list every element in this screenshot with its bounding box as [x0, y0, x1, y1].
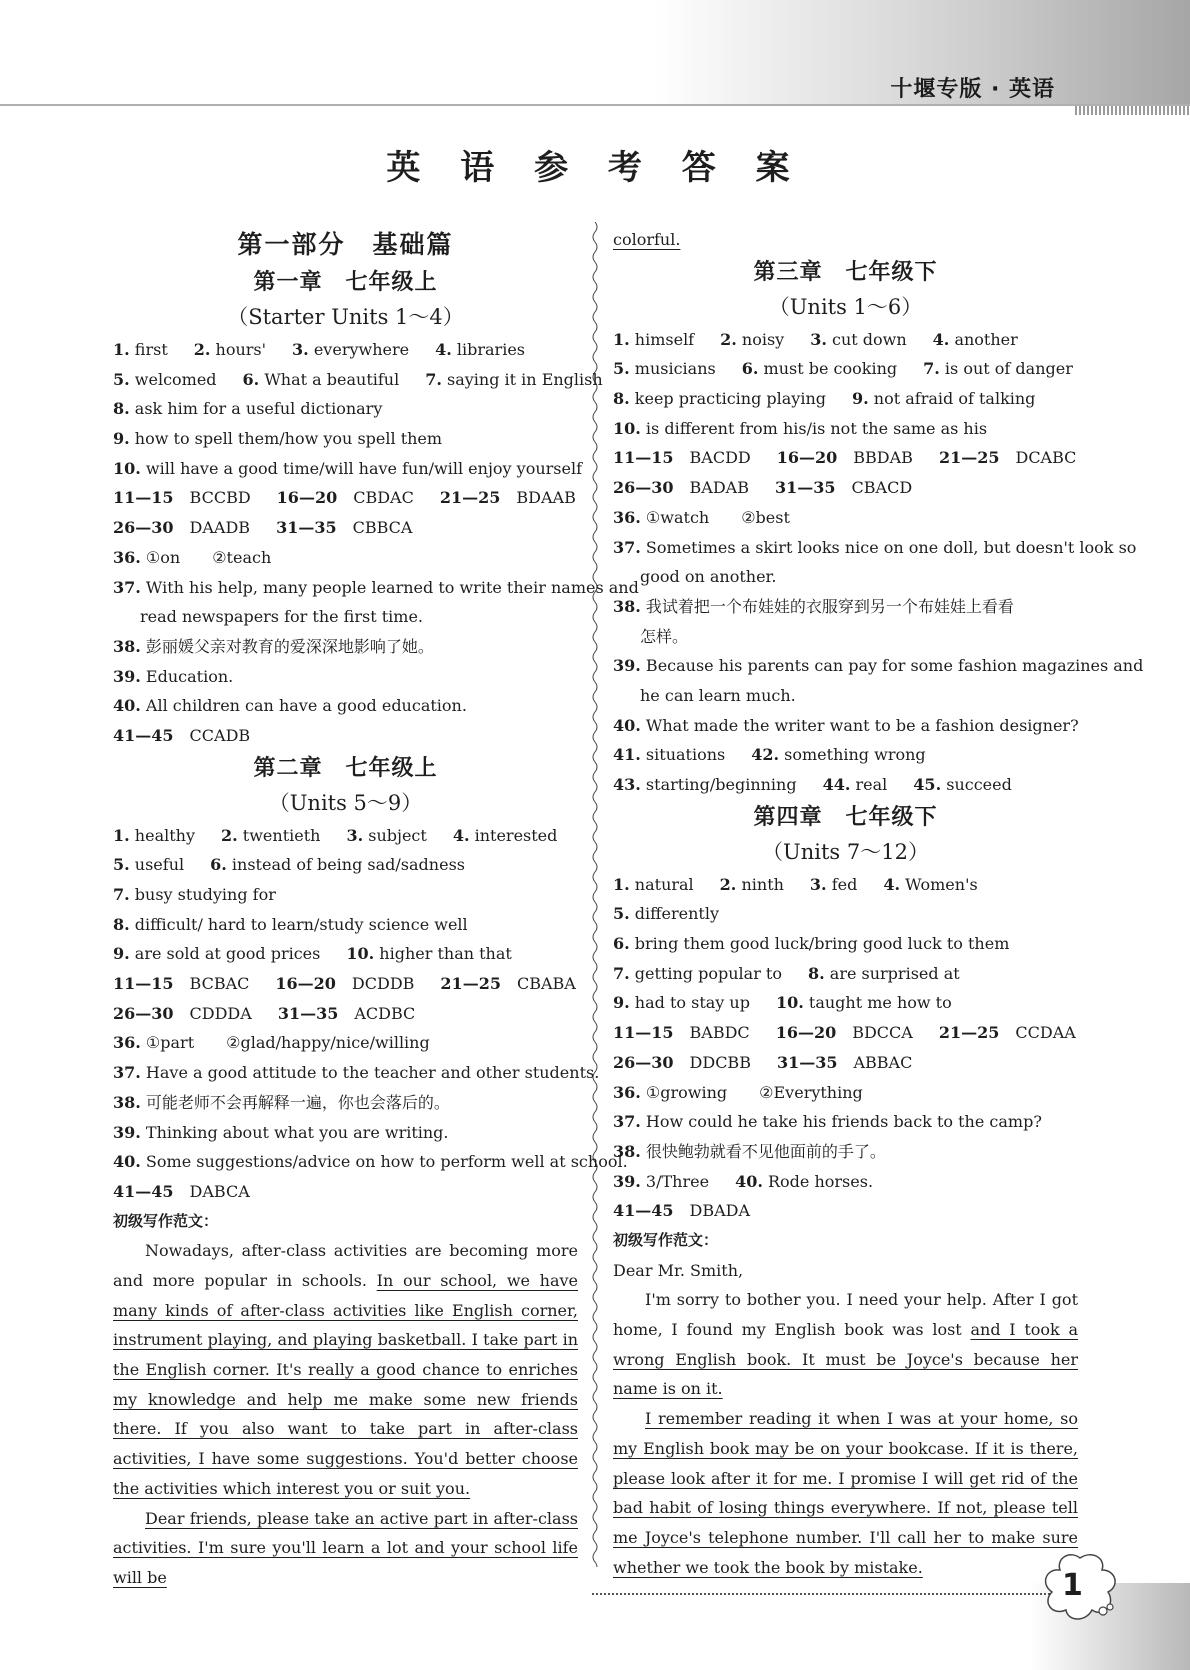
answer-row: 39. Because his parents can pay for some fashion magazines and: [613, 656, 1144, 676]
chapter-3-title: 第三章 七年级下: [753, 259, 938, 285]
chapter-3-units: （Units 1～6）: [768, 294, 923, 319]
answer-row: 10. will have a good time/will have fun/will enjoy yourself: [113, 458, 582, 478]
answer-row: 26—30 BADAB 31—35 CBACD: [613, 478, 913, 498]
answer-row: 41—45 DBADA: [613, 1201, 751, 1221]
answer-row: good on another.: [640, 567, 777, 587]
essay-continuation: colorful.: [613, 230, 681, 249]
header-hatch: [1075, 106, 1190, 115]
answer-row: 40. What made the writer want to be a fashion designer?: [613, 715, 1079, 735]
answer-row: 26—30 DAADB 31—35 CBBCA: [113, 518, 413, 538]
answer-row: 9. had to stay up 10. taught me how to: [613, 993, 952, 1013]
header-rule: [0, 104, 1190, 106]
sample-essay-paragraph: I'm sorry to bother you. I need your help. After I got home, I found my English book was lost and I took a wrong English book. It must be Joyce's because her name is on it.: [613, 1290, 1078, 1399]
chapter-2-units: （Units 5～9）: [268, 790, 423, 815]
series-label: 十堰专版 · 英语: [890, 77, 1055, 102]
answer-row: 8. keep practicing playing 9. not afraid of talking: [613, 389, 1036, 409]
answer-row: 40. Some suggestions/advice on how to perform well at school.: [113, 1152, 628, 1172]
answer-row: 36. ①on ②teach: [113, 547, 272, 567]
sample-essay-paragraph: I remember reading it when I was at your home, so my English book may be on your bookcase. If it is there, please look after it for me. I promise I will get rid of the bad habit of losing things everywhere. If not, please tell me Joyce's telephone number. I'll call her to make sure whether we took the book by mistake.: [613, 1409, 1078, 1577]
answer-row: 36. ①part ②glad/happy/nice/willing: [113, 1033, 430, 1053]
sample-essay-paragraph: Dear friends, please take an active part in after-class activities. I'm sure you'll learn a lot and your school life will be: [113, 1508, 578, 1587]
answer-row: 36. ①watch ②best: [613, 507, 790, 527]
answer-row: 39. 3/Three 40. Rode horses.: [613, 1171, 874, 1191]
left-column: [113, 225, 639, 1593]
answer-row: 37. How could he take his friends back to the camp?: [613, 1112, 1042, 1132]
answer-row: he can learn much.: [640, 685, 796, 705]
answer-row: 5. musicians 6. must be cooking 7. is out of danger: [613, 359, 1073, 379]
answer-row: 8. difficult/ hard to learn/study science well: [113, 914, 468, 934]
answer-row: 7. getting popular to 8. are surprised at: [613, 963, 960, 983]
answer-row: 39. Thinking about what you are writing.: [113, 1122, 449, 1142]
answer-row: 11—15 BCCBD 16—20 CBDAC 21—25 BDAAB: [113, 488, 576, 508]
answer-row: 10. is different from his/is not the same as his: [613, 418, 988, 438]
answer-row: 1. healthy 2. twentieth 3. subject 4. interested: [113, 825, 558, 845]
answer-row: 38. 很快鲍勃就看不见他面前的手了。: [613, 1141, 886, 1161]
answer-row: 41. situations 42. something wrong: [613, 745, 926, 765]
chapter-2-title: 第二章 七年级上: [253, 755, 438, 781]
answer-row: 36. ①growing ②Everything: [613, 1082, 863, 1102]
column-divider: [590, 222, 600, 1567]
answer-row: 8. ask him for a useful dictionary: [113, 399, 383, 419]
chapter-4-units: （Units 7～12）: [762, 839, 929, 864]
answer-row: 40. All children can have a good education.: [113, 696, 467, 716]
writing-label: 初级写作范文：: [113, 1211, 219, 1230]
answer-row: 9. how to spell them/how you spell them: [113, 429, 443, 449]
answer-row: 9. are sold at good prices 10. higher than that: [113, 944, 512, 964]
footer-dotted-line: [592, 1593, 1062, 1595]
answer-row: 37. Have a good attitude to the teacher and other students.: [113, 1063, 600, 1083]
answer-row: 41—45 DABCA: [113, 1181, 250, 1201]
chapter-1-units: （Starter Units 1～4）: [227, 305, 464, 329]
answer-row: 26—30 DDCBB 31—35 ABBAC: [613, 1052, 913, 1072]
answer-row: 怎样。: [640, 626, 689, 646]
answer-row: 1. natural 2. ninth 3. fed 4. Women's: [613, 874, 978, 894]
right-column: [613, 225, 1144, 1582]
letter-salutation: Dear Mr. Smith,: [613, 1260, 744, 1280]
answer-row: 5. welcomed 6. What a beautiful 7. saying it in English: [113, 369, 603, 389]
part-title: 第一部分 基础篇: [237, 230, 454, 259]
answer-row: 39. Education.: [113, 666, 234, 686]
answer-row: 37. With his help, many people learned to write their names and: [113, 577, 639, 597]
sample-essay-paragraph: Nowadays, after-class activities are becoming more and more popular in schools. In our school, we have many kinds of after-class activities like English corner, instrument playing, and playing basketball. I take part in the English corner. It's really a good chance to enriches my knowledge and help me make some new friends there. If you also want to take part in after-class activities, I have some suggestions. You'd better choose the activities which interest you or suit you.: [113, 1241, 578, 1498]
answer-row: 11—15 BACDD 16—20 BBDAB 21—25 DCABC: [613, 448, 1077, 468]
answer-row: 1. first 2. hours' 3. everywhere 4. libraries: [113, 340, 525, 359]
chapter-4-title: 第四章 七年级下: [753, 804, 938, 830]
answer-row: 26—30 CDDDA 31—35 ACDBC: [113, 1003, 416, 1023]
answer-row: 11—15 BABDC 16—20 BDCCA 21—25 CCDAA: [613, 1023, 1076, 1043]
document-title: 英 语 参 考 答 案: [386, 148, 804, 188]
answer-row: 43. starting/beginning 44. real 45. succeed: [613, 775, 1012, 794]
answer-row: read newspapers for the first time.: [140, 607, 423, 627]
page-number: 1: [1062, 1568, 1083, 1603]
answer-row: 41—45 CCADB: [113, 725, 251, 745]
answer-row: 11—15 BCBAC 16—20 DCDDB 21—25 CBABA: [113, 974, 576, 994]
answer-row: 38. 彭丽媛父亲对教育的爱深深地影响了她。: [113, 636, 434, 656]
answer-row: 38. 我试着把一个布娃娃的衣服穿到另一个布娃娃上看看: [613, 596, 1014, 616]
answer-row: 5. differently: [613, 904, 719, 924]
answer-row: 6. bring them good luck/bring good luck to them: [613, 934, 1010, 954]
answer-row: 7. busy studying for: [113, 885, 276, 904]
answer-row: 1. himself 2. noisy 3. cut down 4. another: [613, 329, 1018, 349]
answer-row: 5. useful 6. instead of being sad/sadness: [113, 855, 465, 875]
chapter-1-title: 第一章 七年级上: [253, 270, 438, 295]
writing-label: 初级写作范文：: [613, 1230, 719, 1249]
answer-row: 38. 可能老师不会再解释一遍，你也会落后的。: [113, 1092, 450, 1112]
answer-row: 37. Sometimes a skirt looks nice on one doll, but doesn't look so: [613, 537, 1137, 557]
